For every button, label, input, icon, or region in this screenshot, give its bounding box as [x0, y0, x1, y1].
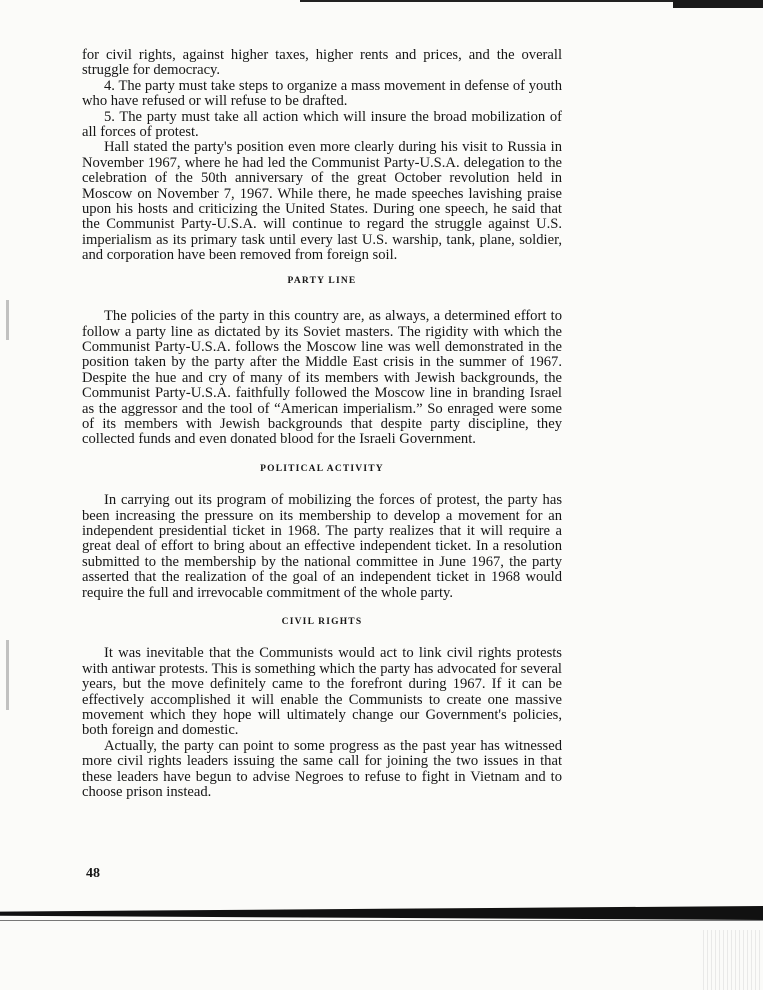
paragraph: The policies of the party in this country are, as always, a determined effort to follow a party line as dictated by its Soviet masters. The rigidity with which the Communist Party-U.S.A. follows the Moscow line was well demonstrated in the position taken by the party after the Middle East crisis in the summer of 1967. Despite the hue and cry of many of its members with Jewish backgrounds, the Communist Party-U.S.A. faithfully followed the Moscow line in branding Israel as the aggressor and the tool of “American imperialism.” So enraged were some of its members with Jewish backgrounds that despite party discipline, they collected funds and even donated blood for the Israeli Government. — [82, 308, 562, 448]
paragraph: 4. The party must take steps to organize a mass movement in defense of youth who have refused or will refuse to be drafted. — [82, 77, 562, 110]
top-corner-mark — [673, 0, 763, 8]
paragraph: for civil rights, against higher taxes, higher rents and prices, and the overall struggle for democracy. — [82, 47, 562, 79]
margin-speck — [6, 300, 9, 340]
paragraph: Hall stated the party's position even more clearly during his visit to Russia in November 1967, where he had led the Communist Party-U.S.A. delegation to the celebration of the 50th anniversary of the great October revolution held in Moscow on November 7, 1967. While there, he made speeches lavishing praise upon his hosts and criticizing the United States. During one speech, he said that the Communist Party-U.S.A. will continue to regard the struggle against U.S. imperialism as its primary task until every last U.S. warship, tank, plane, soldier, and corporation have been removed from foreign soil. — [82, 139, 562, 264]
page-number: 48 — [86, 866, 100, 881]
paragraph: It was inevitable that the Communists would act to link civil rights protests with antiwar protests. This is something which the party has advocated for several years, but the move definitely came to the forefront during 1967. If it can be effectively accomplished it will enable the Communists to create one massive movement which they hope will ultimately change our Government's policies, both foreign and domestic. — [82, 645, 562, 739]
paragraph: In carrying out its program of mobilizing the forces of protest, the party has been increasing the pressure on its membership to develop a movement for an independent presidential ticket in 1968. The party realizes that it will require a great deal of effort to bring about an effective independent ticket. In a resolution submitted to the membership by the national committee in June 1967, the party asserted that the realization of the goal of an independent ticket in 1968 would require the full and irrevocable commitment of the whole party. — [82, 492, 562, 601]
scan-corner-texture — [703, 930, 763, 990]
page-body — [82, 48, 562, 800]
bottom-scan-edge — [0, 906, 763, 920]
section-heading-civil-rights: CIVIL RIGHTS — [281, 617, 363, 627]
paragraph: 5. The party must take all action which will insure the broad mobilization of all forces of protest. — [82, 108, 562, 141]
section-heading-party-line: PARTY LINE — [287, 275, 357, 286]
section-heading-political-activity: POLITICAL ACTIVITY — [260, 463, 384, 474]
margin-speck — [6, 640, 9, 710]
bottom-rule — [0, 920, 763, 921]
paragraph: Actually, the party can point to some progress as the past year has witnessed more civil rights leaders issuing the same call for joining the two issues in that these leaders have begun to advise Negroes to refuse to fight in Vietnam and to choose prison instead. — [82, 737, 562, 801]
